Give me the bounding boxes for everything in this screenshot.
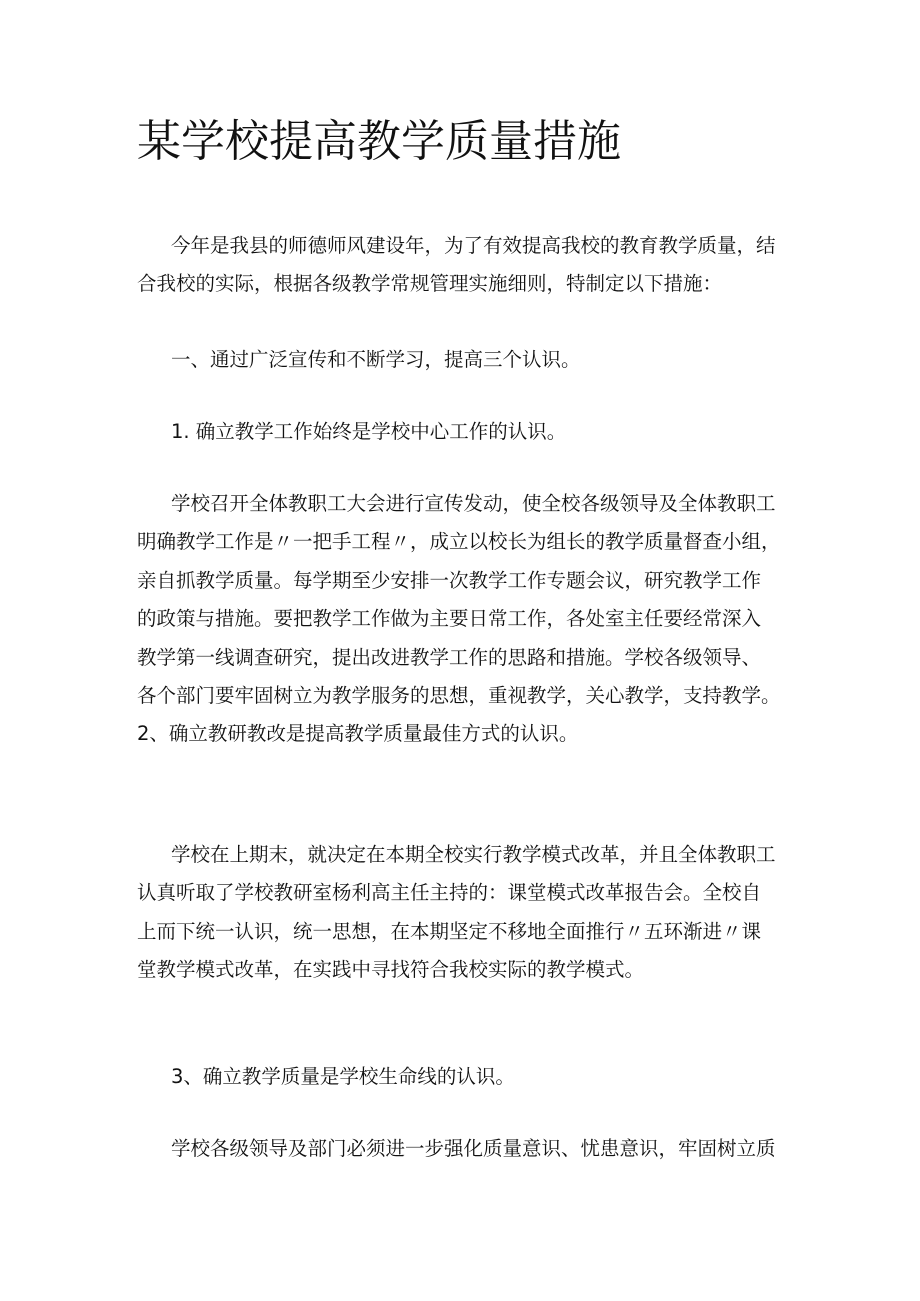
intro-paragraph bbox=[137, 227, 797, 304]
document-title: 某学校提高教学质量措施 bbox=[137, 116, 621, 167]
paragraph-line: 教学第一线调查研究，提出改进教学工作的思路和措施。学校各级领导、 bbox=[137, 645, 762, 669]
paragraph-line: 明确教学工作是〃一把手工程〃，成立以校长为组长的教学质量督查小组， bbox=[137, 530, 781, 554]
paragraph-line: 学校各级领导及部门必须进一步强化质量意识、忧患意识，牢固树立质 bbox=[171, 1137, 776, 1160]
section-heading-text: 一、通过广泛宣传和不断学习，提高三个认识。 bbox=[171, 348, 581, 371]
paragraph-line: 各个部门要牢固树立为教学服务的思想，重视教学，关心教学，支持教学。 bbox=[137, 684, 781, 708]
paragraph-line: 今年是我县的师德师风建设年，为了有效提高我校的教育教学质量，结 bbox=[171, 234, 776, 257]
section-heading bbox=[137, 341, 797, 379]
item-heading-text: 1. 确立教学工作始终是学校中心工作的认识。 bbox=[171, 420, 567, 443]
item1-paragraph bbox=[137, 485, 797, 754]
paragraph-line: 学校召开全体教职工大会进行宣传发动，使全校各级领导及全体教职工 bbox=[171, 492, 776, 515]
item2-paragraph bbox=[137, 836, 797, 990]
paragraph-line: 认真听取了学校教研室杨利高主任主持的：课堂模式改革报告会。全校自 bbox=[137, 881, 762, 905]
paragraph-line: 的政策与措施。要把教学工作做为主要日常工作，各处室主任要经常深入 bbox=[137, 607, 762, 631]
paragraph-line: 合我校的实际，根据各级教学常规管理实施细则，特制定以下措施： bbox=[137, 272, 723, 296]
item-heading bbox=[137, 413, 797, 451]
item3-paragraph bbox=[137, 1130, 797, 1168]
paragraph-line: 堂教学模式改革，在实践中寻找符合我校实际的教学模式。 bbox=[137, 958, 645, 982]
paragraph-line: 上而下统一认识，统一思想，在本期坚定不移地全面推行〃五环渐进〃课 bbox=[137, 919, 762, 943]
paragraph-line: 学校在上期末，就决定在本期全校实行教学模式改革，并且全体教职工 bbox=[171, 843, 776, 866]
item-heading-text: 2、确立教研教改是提高教学质量最佳方式的认识。 bbox=[137, 722, 579, 746]
item-heading-text: 3、确立教学质量是学校生命线的认识。 bbox=[171, 1065, 515, 1088]
item-heading bbox=[137, 1058, 797, 1096]
paragraph-line: 亲自抓教学质量。每学期至少安排一次教学工作专题会议，研究教学工作 bbox=[137, 568, 762, 592]
